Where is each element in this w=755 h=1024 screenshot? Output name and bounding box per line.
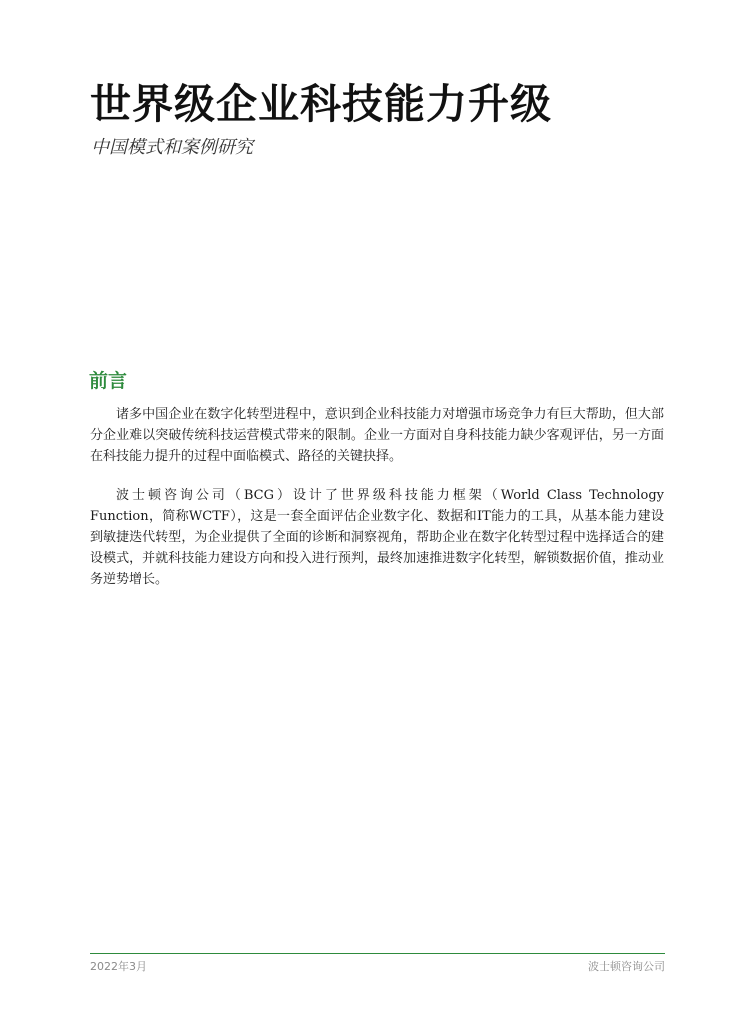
footer-divider [90, 953, 665, 954]
page-subtitle: 中国模式和案例研究 [91, 137, 253, 158]
preface-paragraph-1: 诸多中国企业在数字化转型进程中，意识到企业科技能力对增强市场竞争力有巨大帮助，但大部分企业难以突破传统科技运营模式带来的限制。企业一方面对自身科技能力缺少客观评估，另一方面在科技能力提升的过程中面临模式、路径的关键抉择。 [90, 407, 664, 464]
footer-date: 2022年3月 [90, 960, 147, 973]
page-title: 世界级企业科技能力升级 [90, 80, 552, 128]
section-heading-preface: 前言 [89, 370, 128, 392]
footer-company: 波士顿咨询公司 [588, 960, 665, 973]
preface-paragraph-2: 波士顿咨询公司（BCG）设计了世界级科技能力框架（World Class Technology Function，简称WCTF），这是一套全面评估企业数字化、数据和IT能力的工具，从基本能力建设到敏捷迭代转型，为企业提供了全面的诊断和洞察视角，帮助企业在数字化转型过程中选择适合的建设模式，并就科技能力建设方向和投入进行预判，最终加速推进数字化转型，解锁数据价值，推动业务逆势增长。 [90, 488, 664, 587]
